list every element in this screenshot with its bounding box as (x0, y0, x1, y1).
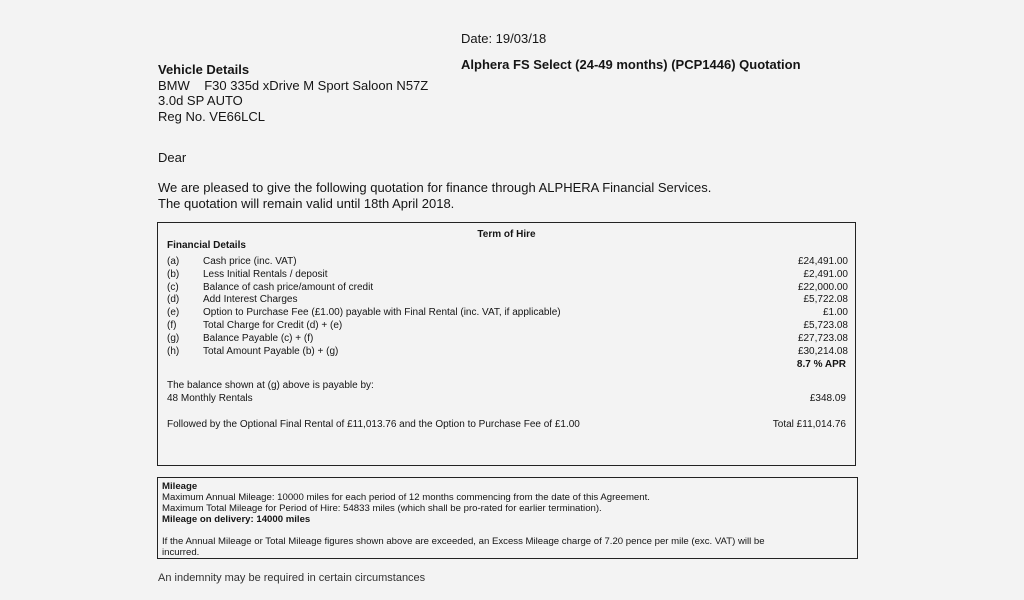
financial-row (167, 269, 848, 282)
mileage-on-delivery: Mileage on delivery: 14000 miles (162, 514, 311, 525)
financial-row (167, 256, 848, 269)
total-mileage-line: Maximum Total Mileage for Period of Hire: 54833 miles (which shall be pro-rated for earlier termination). (162, 503, 602, 514)
quotation-title: Alphera FS Select (24-49 months) (PCP1446) Quotation (461, 57, 801, 72)
balance-note: The balance shown at (g) above is payable by: (167, 380, 374, 391)
intro-line-2: The quotation will remain valid until 18th April 2018. (158, 195, 455, 211)
vehicle-details-heading: Vehicle Details (158, 62, 250, 77)
row-description: Less Initial Rentals / deposit (203, 268, 328, 280)
row-description: Balance Payable (c) + (f) (203, 332, 314, 344)
row-letter: (c) (167, 281, 179, 293)
quotation-date: Date: 19/03/18 (461, 31, 547, 46)
cut-off-footer-text (158, 572, 488, 584)
financial-row (167, 346, 848, 359)
row-description: Total Charge for Credit (d) + (e) (203, 319, 343, 331)
greeting: Dear (158, 150, 187, 165)
monthly-rental-amount: £348.09 (809, 393, 846, 404)
vehicle-registration: Reg No. VE66LCL (158, 108, 265, 124)
row-amount: £24,491.00 (797, 256, 848, 267)
financial-row (167, 282, 848, 295)
row-amount: £5,723.08 (803, 319, 848, 331)
financial-row (167, 294, 848, 307)
row-amount: £22,000.00 (797, 281, 848, 293)
apr-value: 8.7 % APR (796, 359, 846, 370)
annual-mileage-line: Maximum Annual Mileage: 10000 miles for each period of 12 months commencing from the date of this Agreement. (162, 492, 650, 503)
intro-line-1: We are pleased to give the following quotation for finance through ALPHERA Financial Services. (158, 180, 712, 195)
excess-mileage-line-2: incurred. (162, 547, 200, 558)
row-letter: (g) (167, 332, 180, 344)
financial-details-heading: Financial Details (167, 240, 246, 251)
excess-mileage-line-1: If the Annual Mileage or Total Mileage figures shown above are exceeded, an Excess Mileage charge of 7.20 pence per mile (exc. VAT) will be (162, 536, 765, 547)
financial-row (167, 320, 848, 333)
financial-row (167, 307, 848, 320)
mileage-heading: Mileage (162, 481, 198, 492)
row-description: Add Interest Charges (203, 294, 298, 306)
vehicle-engine: 3.0d SP AUTO (158, 93, 243, 108)
vehicle-model: BMW F30 335d xDrive M Sport Saloon N57Z (158, 77, 429, 93)
final-rental-total: Total £11,014.76 (772, 419, 846, 430)
financial-row (167, 333, 848, 346)
row-letter: (a) (167, 256, 180, 267)
row-amount: £2,491.00 (803, 268, 848, 280)
row-description: Total Amount Payable (b) + (g) (203, 345, 339, 357)
financial-rows (167, 256, 848, 358)
monthly-rentals-label: 48 Monthly Rentals (167, 393, 253, 404)
intro-paragraph (158, 180, 711, 211)
row-letter: (h) (167, 345, 180, 357)
row-amount: £5,722.08 (803, 294, 848, 306)
term-of-hire-heading: Term of Hire (477, 229, 536, 240)
row-letter: (b) (167, 268, 180, 280)
row-letter: (f) (167, 319, 177, 331)
row-amount: £30,214.08 (797, 345, 848, 357)
final-rental-text: Followed by the Optional Final Rental of £11,013.76 and the Option to Purchase Fee of £1.00 (167, 419, 580, 430)
cut-off-footer-line: An indemnity may be required in certain circumstances (158, 572, 426, 584)
row-letter: (d) (167, 294, 180, 306)
row-amount: £1.00 (822, 307, 848, 319)
row-description: Cash price (inc. VAT) (203, 256, 297, 267)
row-description: Option to Purchase Fee (£1.00) payable with Final Rental (inc. VAT, if applicable) (203, 307, 561, 319)
vehicle-details (158, 62, 428, 124)
row-amount: £27,723.08 (797, 332, 848, 344)
mileage-box (157, 477, 858, 559)
financial-details-box (157, 222, 856, 466)
row-description: Balance of cash price/amount of credit (203, 281, 374, 293)
row-letter: (e) (167, 307, 180, 319)
